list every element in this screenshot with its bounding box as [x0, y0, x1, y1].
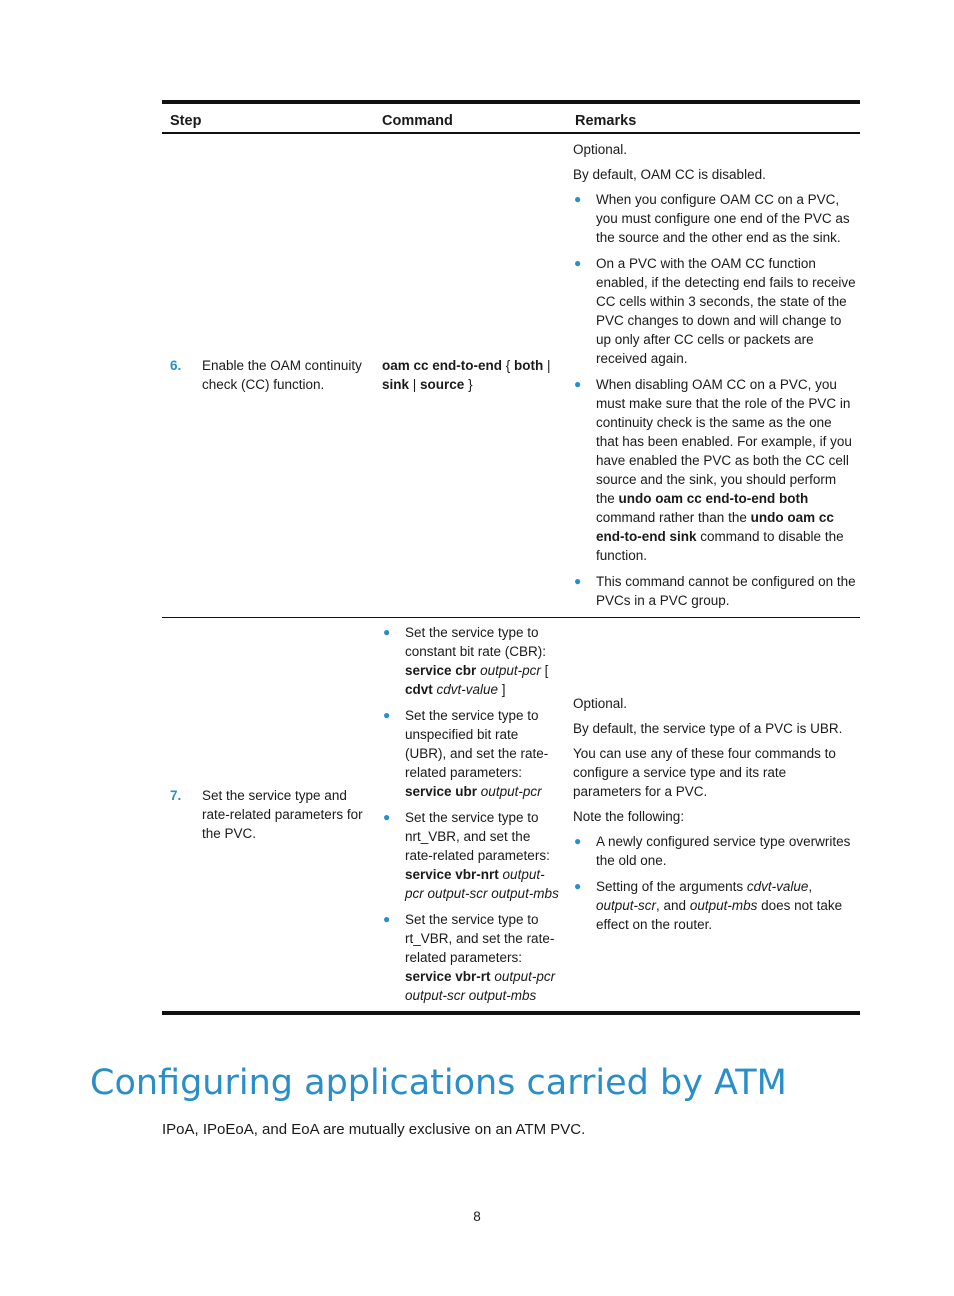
- step-number: 6.: [170, 358, 182, 373]
- command-cell: [374, 133, 567, 618]
- remark-optional: Optional.: [573, 142, 628, 157]
- step-number: 7.: [170, 787, 182, 803]
- bullet-dot-icon: ●: [574, 377, 582, 391]
- command-syntax-separator: |: [409, 377, 421, 392]
- inline-command: service vbr-rt: [405, 969, 491, 984]
- list-item: ● This command cannot be configured on the PVCs in a PVC group.: [574, 574, 856, 608]
- command-option-source: source: [420, 377, 465, 392]
- header-remarks: Remarks: [567, 102, 860, 133]
- list-item: ● When disabling OAM CC on a PVC, you must make sure that the role of the PVC in continuity check is the same as the one that has been enabled. For example, if you have enabled the PVC as both the CC cell source and the sink, you should perform the undo oam cc end-to-end both command rather than the undo oam cc end-to-end sink command to disable the function.: [574, 377, 852, 563]
- list-item: ● Set the service type to unspecified bit rate (UBR), and set the rate-related parameters: service ubr output-pcr: [383, 708, 549, 799]
- inline-command: service ubr: [405, 784, 478, 799]
- bullet-dot-icon: ●: [383, 625, 391, 639]
- inline-command: service cbr: [405, 663, 477, 678]
- section-heading: Configuring applications carried by ATM: [90, 1063, 787, 1103]
- inline-command: undo oam cc end-to-end sink: [596, 510, 834, 544]
- page-number: 8: [473, 1209, 481, 1224]
- list-item: ● Set the service type to constant bit rate (CBR): service cbr output-pcr [ cdvt cdvt-value ]: [383, 625, 549, 697]
- command-cell: [374, 618, 567, 1014]
- list-item: ● On a PVC with the OAM CC function enabled, if the detecting end fails to receive CC cells within 3 seconds, the state of the PVC changes to down and will change to up only after CC cells or packets are received again.: [574, 256, 856, 366]
- step-description: Enable the OAM continuity check (CC) function.: [202, 358, 362, 392]
- bullet-dot-icon: ●: [574, 192, 582, 206]
- remarks-cell: [567, 133, 860, 618]
- command-argument: output-scr: [596, 898, 657, 913]
- command-argument: output-mbs: [689, 898, 758, 913]
- bullet-dot-icon: ●: [383, 708, 391, 722]
- remarks-cell: [567, 618, 860, 1014]
- command-keyword: oam cc end-to-end: [382, 358, 503, 373]
- command-syntax-brace: }: [464, 377, 473, 392]
- list-item: ● Setting of the arguments cdvt-value, output-scr, and output-mbs does not take effect on the router.: [574, 879, 843, 932]
- remark-note-label: Note the following:: [573, 809, 685, 824]
- command-argument: cdvt-value: [746, 879, 809, 894]
- command-option-both: both: [514, 358, 544, 373]
- table-header-row: [162, 102, 860, 133]
- header-step: Step: [162, 102, 374, 133]
- command-argument: cdvt-value: [432, 682, 499, 697]
- step-description: Set the service type and rate-related parameters for the PVC.: [202, 787, 363, 841]
- remark-bullet-list: [573, 190, 856, 610]
- inline-command: undo oam cc end-to-end both: [618, 491, 809, 506]
- command-syntax-brace: {: [502, 358, 515, 373]
- remark-default: By default, OAM CC is disabled.: [573, 167, 766, 182]
- command-table: [162, 100, 860, 1015]
- command-argument: output-pcr: [476, 663, 541, 678]
- bullet-dot-icon: ●: [383, 912, 391, 926]
- table-row: [162, 133, 860, 618]
- remark-default: By default, the service type of a PVC is UBR.: [573, 721, 843, 736]
- bullet-dot-icon: ●: [574, 834, 582, 848]
- inline-command: cdvt: [405, 682, 433, 697]
- bullet-dot-icon: ●: [574, 879, 582, 893]
- header-command: Command: [374, 102, 567, 133]
- table-row: [162, 618, 860, 1014]
- command-syntax-separator: |: [543, 358, 551, 373]
- step-cell: [162, 133, 374, 618]
- remark-optional: Optional.: [573, 696, 628, 711]
- command-argument: output-pcr output-scr output-mbs: [405, 969, 556, 1003]
- list-item: ● Set the service type to rt_VBR, and set the rate-related parameters: service vbr-rt output-pcr output-scr output-mbs: [383, 912, 556, 1003]
- command-bullet-list: [382, 623, 561, 1005]
- bullet-dot-icon: ●: [383, 810, 391, 824]
- step-cell: [162, 618, 374, 1014]
- command-option-sink: sink: [382, 377, 410, 392]
- inline-command: service vbr-nrt: [405, 867, 499, 882]
- bullet-dot-icon: ●: [574, 256, 582, 270]
- remark-bullet-list: [573, 832, 856, 934]
- section-intro: IPoA, IPoEoA, and EoA are mutually exclusive on an ATM PVC.: [162, 1121, 586, 1138]
- command-argument: output-pcr output-scr output-mbs: [405, 867, 559, 901]
- list-item: ● A newly configured service type overwrites the old one.: [574, 834, 851, 868]
- remark-usage: You can use any of these four commands to configure a service type and its rate parameters for a PVC.: [573, 746, 836, 799]
- list-item: ● When you configure OAM CC on a PVC, you must configure one end of the PVC as the source and the other end as the sink.: [574, 192, 850, 245]
- list-item: ● Set the service type to nrt_VBR, and set the rate-related parameters: service vbr-nrt output-pcr output-scr output-mbs: [383, 810, 559, 901]
- bullet-dot-icon: ●: [574, 574, 582, 588]
- command-argument: output-pcr: [477, 784, 542, 799]
